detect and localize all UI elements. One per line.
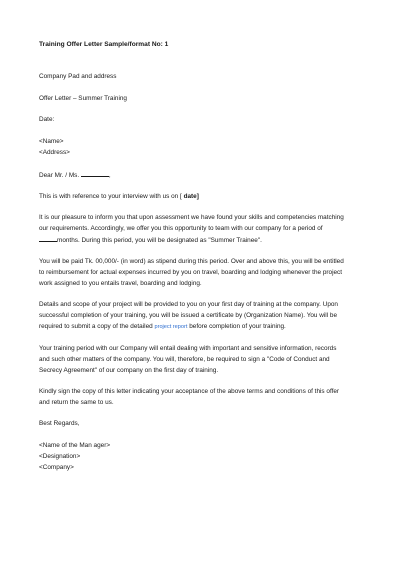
- para5-line1: Kindly sign the copy of this letter indicating your acceptance of the above terms and conditions of this offer: [39, 388, 340, 395]
- salutation-comma: ,: [108, 172, 111, 179]
- months-blank: [39, 235, 57, 242]
- para3-line3: [39, 322, 286, 333]
- address-placeholder: <Address>: [39, 149, 70, 156]
- signature-designation: <Designation>: [39, 453, 81, 460]
- reference-line: [39, 192, 199, 203]
- para3-line1: Details and scope of your project will be provided to you on your first day of training at the company. Upon: [39, 301, 338, 308]
- reference-date: date]: [183, 193, 199, 200]
- signature-name: <Name of the Man ager>: [39, 442, 111, 449]
- para1-line2: our requirements. Accordingly, we offer you this opportunity to team with our company for a period of: [39, 225, 323, 232]
- salutation-text: Dear Mr. / Ms.: [39, 172, 81, 179]
- company-pad: Company Pad and address: [39, 73, 117, 80]
- para1-line3-text: months. During this period, you will be designated as "Summer Trainee".: [57, 237, 262, 244]
- para3-line3-end: before completion of your training.: [187, 323, 286, 330]
- date-label: Date:: [39, 116, 55, 123]
- project-report-link[interactable]: project report: [154, 324, 188, 330]
- para2-line1: You will be paid Tk. 00,000/- (in word) as stipend during this period. Over and above this, you will be entitled: [39, 258, 344, 265]
- signature-company: <Company>: [39, 464, 74, 471]
- para4-line1: Your training period with our Company will entail dealing with important and sensitive information, records: [39, 345, 337, 352]
- para2-line2: to reimbursement for actual expenses incurred by you on travel, boarding and lodging whenever the project: [39, 269, 343, 276]
- name-blank: [81, 170, 109, 177]
- closing: Best Regards,: [39, 420, 80, 427]
- para1-line1: It is our pleasure to inform you that upon assessment we have found your skills and competencies matching: [39, 214, 344, 221]
- para2-line3: work assigned to you entails travel, boarding and lodging.: [39, 280, 202, 287]
- letter-title: Training Offer Letter Sample/format No: 1: [39, 41, 169, 48]
- para4-line2: and such other matters of the company. You will, therefore, be required to sign a "Code of Conduct and: [39, 356, 330, 363]
- reference-text: This is with reference to your interview with us on [: [39, 193, 184, 200]
- para4-line3: Secrecy Agreement" of our company on the first day of training.: [39, 367, 219, 374]
- para3-line3-start: required to submit a copy of the detailed: [39, 323, 155, 330]
- salutation: [39, 170, 111, 182]
- para3-line2: successful completion of your training, you will be issued a certificate by (Organization Name). You will be: [39, 312, 338, 319]
- para1-line3: [39, 235, 262, 247]
- name-placeholder: <Name>: [39, 138, 64, 145]
- offer-line: Offer Letter – Summer Training: [39, 95, 127, 102]
- para5-line2: and return the same to us.: [39, 399, 114, 406]
